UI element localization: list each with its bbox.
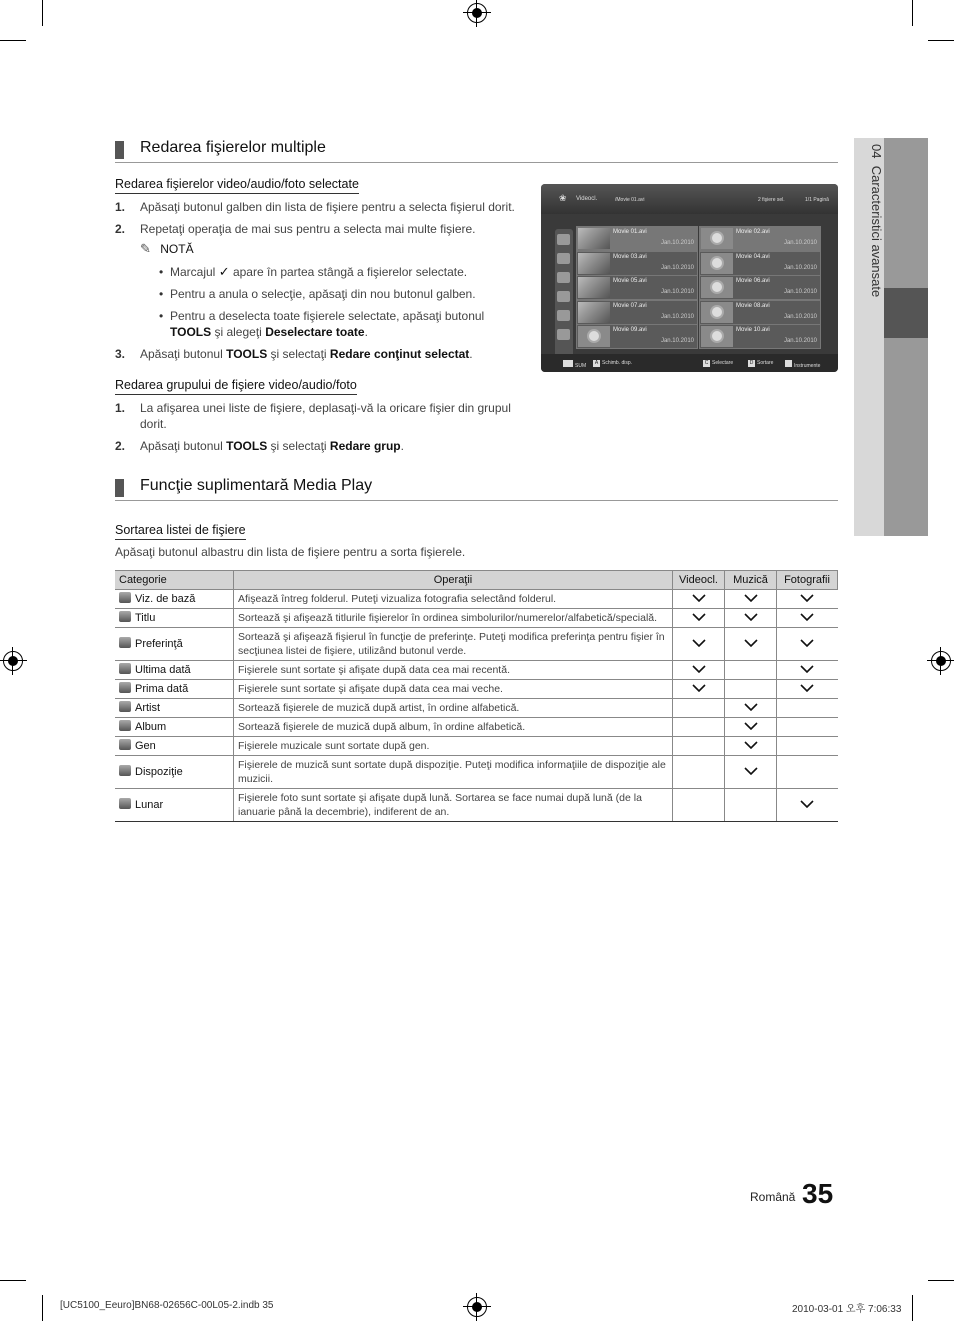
support-cell (777, 789, 838, 822)
support-cell (777, 718, 838, 737)
file-date: Jan.10.2010 (660, 289, 694, 295)
thumbnail (701, 228, 733, 249)
file-name: Movie 02.avi (736, 229, 770, 235)
category-icon (119, 663, 131, 674)
file-tile[interactable] (699, 300, 821, 325)
table-row (115, 661, 838, 680)
support-cell (777, 661, 838, 680)
crop-mark (42, 1295, 43, 1321)
checkmark-icon (744, 741, 758, 749)
checkmark-icon (744, 722, 758, 730)
operation-cell: Sortează fişierele de muzică după album, în ordine alfabetică. (234, 718, 673, 737)
operation-cell: Fişierele foto sunt sortate şi afişate după lună. Sortarea se face numai după lună (de la ianuarie până la decembrie), indiferent de an. (234, 789, 673, 822)
category-icon (119, 637, 131, 648)
file-date: Jan.10.2010 (783, 289, 817, 295)
checkmark-icon (692, 684, 706, 692)
support-cell (725, 661, 777, 680)
tv-screenshot: ❀ Videocl. /Movie 01.avi 2 fişiere sel. 1/1 Pagină Movie 01.avi Jan.10.2010 Movie 02.avi Jan.10.2010 Movie 03.avi Jan.10.2010 Movie 04.avi Jan.10.2010 Movie 05.avi Jan.10.2010 Movie 06.avi Jan.10.2010 Movie 07.avi Jan.10.2010 Movie 08.avi Jan.10.2010 Movie 09.avi Jan.10.2010 Movie 10.avi Jan.10.2010 SUM A Schimb. disp. C Selectare D Sortare Instrumente (541, 184, 838, 372)
file-date: Jan.10.2010 (660, 338, 694, 344)
film-reel-icon (587, 329, 601, 343)
category-cell: Gen (115, 737, 234, 756)
calendar-icon (557, 310, 570, 321)
chapter-tab (854, 138, 928, 536)
category-cell: Ultima dată (115, 661, 234, 680)
tv-bottom-bar: SUM A Schimb. disp. C Selectare D Sortare Instrumente (541, 354, 838, 372)
thumbnail (578, 253, 610, 274)
category-icon (119, 739, 131, 750)
film-reel-icon (710, 256, 724, 270)
file-tile[interactable] (699, 226, 821, 251)
person-icon (557, 329, 570, 340)
file-name: Movie 09.avi (613, 327, 647, 333)
file-date: Jan.10.2010 (660, 240, 694, 246)
thumbnail (578, 302, 610, 323)
support-cell (777, 628, 838, 661)
category-cell: Album (115, 718, 234, 737)
checkmark-icon (744, 594, 758, 602)
thumbnail (701, 326, 733, 347)
video-icon: ❀ (559, 193, 567, 203)
operation-cell: Fişierele sunt sortate şi afişate după data cea mai recentă. (234, 661, 673, 680)
category-icon (119, 701, 131, 712)
checkmark-icon (800, 613, 814, 621)
operation-cell: Sortează şi afişează fişierul în funcţie de preferinţe. Puteţi modifica preferinţa pentru fişier în secţiunea listei de fişiere, utilizând butonul verde. (234, 628, 673, 661)
table-row (115, 680, 838, 699)
support-cell (673, 756, 725, 789)
file-name: Movie 03.avi (613, 253, 647, 260)
crop-mark (912, 0, 913, 26)
support-cell (673, 680, 725, 699)
header-music: Muzică (725, 571, 777, 590)
thumbnail (701, 277, 733, 298)
checkmark-icon (800, 639, 814, 647)
file-tile[interactable] (576, 300, 698, 325)
category-cell: Prima dată (115, 680, 234, 699)
star-icon (557, 272, 570, 283)
note-bullet: • Pentru a anula o selecţie, apăsaţi din nou butonul galben. (170, 286, 520, 302)
film-reel-icon (710, 280, 724, 294)
support-cell (673, 737, 725, 756)
print-date-info: 2010-03-01 오후 7:06:33 (792, 1304, 902, 1315)
registration-mark-icon (931, 651, 951, 671)
checkmark-icon (800, 594, 814, 602)
category-icon (119, 611, 131, 622)
registration-mark-icon (3, 651, 23, 671)
category-icon (119, 592, 131, 603)
thumbnail (578, 228, 610, 249)
subheading-sort: Sortarea listei de fişiere (115, 523, 246, 540)
registration-mark-icon (467, 1297, 487, 1317)
operation-cell: Fişierele de muzică sunt sortate după dispoziţie. Puteţi modifica informaţiile de dispoziţie ale muzicii. (234, 756, 673, 789)
support-cell (725, 680, 777, 699)
checkmark-icon (692, 665, 706, 673)
note-bullet: • Marcajul ✓ apare în partea stângă a fişierelor selectate. (170, 264, 520, 280)
footer-language: Română (750, 1190, 796, 1204)
checkmark-icon (692, 639, 706, 647)
support-cell (725, 789, 777, 822)
thumbnail (701, 302, 733, 323)
checkmark-icon (800, 800, 814, 808)
support-cell (725, 628, 777, 661)
header-video: Videocl. (673, 571, 725, 590)
checkmark-icon: ✓ (218, 264, 230, 279)
file-name: Movie 05.avi (613, 278, 647, 284)
print-file-info: [UC5100_Eeuro]BN68-02656C-00L05-2.indb 35 (60, 1300, 274, 1311)
category-icon (119, 765, 131, 776)
support-cell (725, 609, 777, 628)
category-cell: Titlu (115, 609, 234, 628)
file-name: Movie 06.avi (736, 278, 770, 284)
support-cell (725, 590, 777, 609)
film-reel-icon (710, 231, 724, 245)
table-row (115, 699, 838, 718)
note: ✎ NOTĂ (140, 241, 194, 256)
subheading-group: Redarea grupului de fişiere video/audio/foto (115, 378, 357, 395)
file-name: Movie 08.avi (736, 302, 770, 309)
crop-mark (0, 1280, 26, 1281)
table-row (115, 590, 838, 609)
table-row (115, 628, 838, 661)
category-icon (119, 798, 131, 809)
support-cell (725, 718, 777, 737)
thumbnail (701, 253, 733, 274)
category-icons (555, 229, 573, 359)
file-date: Jan.10.2010 (660, 264, 694, 271)
table-row (115, 789, 838, 822)
operation-cell: Sortează fişierele de muzică după artist, în ordine alfabetică. (234, 699, 673, 718)
operation-cell: Fişierele muzicale sunt sortate după gen. (234, 737, 673, 756)
table-row (115, 609, 838, 628)
file-name: Movie 04.avi (736, 253, 770, 260)
file-date: Jan.10.2010 (783, 338, 817, 344)
file-tile[interactable] (699, 251, 821, 276)
support-cell (673, 699, 725, 718)
category-cell: Artist (115, 699, 234, 718)
support-cell (777, 609, 838, 628)
file-date: Jan.10.2010 (783, 240, 817, 246)
support-cell (725, 756, 777, 789)
support-cell (673, 609, 725, 628)
note-bullet: • Pentru a deselecta toate fişierele selectate, apăsaţi butonul TOOLS şi alegeţi Deselectare toate. (170, 308, 520, 340)
sum-icon (563, 360, 573, 367)
support-cell (777, 756, 838, 789)
sort-table (115, 570, 838, 822)
category-icon (119, 720, 131, 731)
operation-cell: Sortează şi afişează titlurile fişierelor în ordinea simbolurilor/numerelor/alfabetică/specială. (234, 609, 673, 628)
support-cell (777, 737, 838, 756)
category-cell: Viz. de bază (115, 590, 234, 609)
support-cell (673, 718, 725, 737)
file-tile[interactable] (699, 324, 821, 349)
sort-intro: Apăsaţi butonul albastru din lista de fişiere pentru a sorta fişierele. (115, 545, 466, 559)
file-date: Jan.10.2010 (783, 264, 817, 271)
file-date: Jan.10.2010 (660, 313, 694, 320)
support-cell (673, 628, 725, 661)
thumbnail (578, 277, 610, 298)
header-category: Categorie (115, 571, 234, 590)
header-operations: Operaţii (234, 571, 673, 590)
crop-mark (42, 0, 43, 26)
note-pencil-icon: ✎ (140, 241, 151, 256)
file-tile[interactable] (699, 275, 821, 300)
chapter-label: 04 Caracteristici avansate (869, 144, 884, 298)
registration-mark-icon (467, 3, 487, 23)
file-name: Movie 01.avi (613, 229, 647, 235)
section-heading-media-play (115, 476, 838, 501)
checkmark-icon (800, 665, 814, 673)
film-reel-icon (710, 305, 724, 319)
category-icon (119, 682, 131, 693)
support-cell (777, 680, 838, 699)
table-row (115, 737, 838, 756)
file-name: Movie 10.avi (736, 327, 770, 333)
checkmark-icon (744, 613, 758, 621)
folder-icon (557, 234, 570, 245)
support-cell (777, 590, 838, 609)
title-icon (557, 253, 570, 264)
section-title: Funcţie suplimentară Media Play (140, 477, 373, 494)
file-name: Movie 07.avi (613, 302, 647, 309)
file-tile[interactable] (576, 251, 698, 276)
support-cell (673, 661, 725, 680)
section-heading-multiple (115, 138, 838, 163)
crop-mark (0, 40, 26, 41)
checkmark-icon (692, 613, 706, 621)
table-row (115, 718, 838, 737)
support-cell (673, 789, 725, 822)
file-tile[interactable] (576, 226, 698, 251)
checkmark-icon (744, 639, 758, 647)
table-header-row (115, 571, 838, 590)
file-tile[interactable] (576, 275, 698, 300)
page-number: 35 (802, 1178, 834, 1209)
table-row (115, 756, 838, 789)
checkmark-icon (744, 767, 758, 775)
crop-mark (912, 1295, 913, 1321)
support-cell (777, 699, 838, 718)
checkmark-icon (800, 684, 814, 692)
checkmark-icon (692, 594, 706, 602)
film-reel-icon (710, 329, 724, 343)
file-tile[interactable] (576, 324, 698, 349)
category-cell: Preferinţă (115, 628, 234, 661)
checkmark-icon (744, 703, 758, 711)
category-cell: Dispoziţie (115, 756, 234, 789)
support-cell (725, 699, 777, 718)
calendar-icon (557, 291, 570, 302)
file-date: Jan.10.2010 (783, 313, 817, 320)
operation-cell: Fişierele sunt sortate şi afişate după data cea mai veche. (234, 680, 673, 699)
crop-mark (928, 1280, 954, 1281)
operation-cell: Afişează întreg folderul. Puteţi vizualiza fotografia selectând folderul. (234, 590, 673, 609)
subheading-selected: Redarea fişierelor video/audio/foto selectate (115, 177, 359, 194)
thumbnail (578, 326, 610, 347)
tools-icon (785, 360, 792, 367)
support-cell (725, 737, 777, 756)
section-title: Redarea fişierelor multiple (140, 139, 326, 156)
header-photos: Fotografii (777, 571, 838, 590)
crop-mark (928, 40, 954, 41)
category-cell: Lunar (115, 789, 234, 822)
support-cell (673, 590, 725, 609)
